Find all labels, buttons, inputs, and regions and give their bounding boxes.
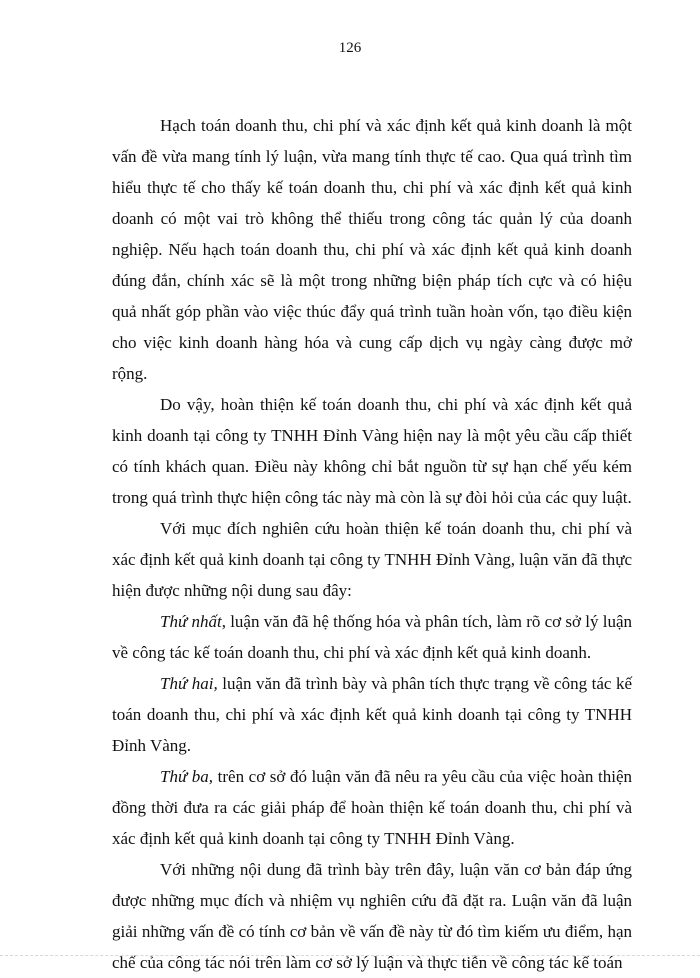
paragraph-necessity	[112, 389, 632, 513]
page-number: 126	[338, 40, 362, 56]
paragraph-first	[112, 606, 632, 668]
paragraph-second-text: luận văn đã trình bày và phân tích thực trạng về công tác kế toán doanh thu, chi phí và xác định kết quả kinh doanh tại công ty TNHH Đỉnh Vàng.	[112, 674, 632, 755]
paragraph-second-lead: Thứ hai,	[160, 674, 218, 693]
paragraph-conclusion	[112, 854, 632, 978]
paragraph-second	[112, 668, 632, 761]
paragraph-first-text: , luận văn đã hệ thống hóa và phân tích, làm rõ cơ sở lý luận về công tác kế toán doanh thu, chi phí và xác định kết quả kinh doanh.	[112, 612, 632, 662]
paragraph-intro	[112, 110, 632, 389]
body-text	[112, 110, 632, 978]
paragraph-purpose-text: Với mục đích nghiên cứu hoàn thiện kế toán doanh thu, chi phí và xác định kết quả kinh doanh tại công ty TNHH Đỉnh Vàng, luận văn đã thực hiện được những nội dung sau đây:	[112, 519, 632, 600]
page-bottom-divider	[0, 955, 700, 956]
paragraph-purpose	[112, 513, 632, 606]
paragraph-third-text: trên cơ sở đó luận văn đã nêu ra yêu cầu của việc hoàn thiện đồng thời đưa ra các giải pháp để hoàn thiện kế toán doanh thu, chi phí và xác định kết quả kinh doanh tại công ty TNHH Đỉnh Vàng.	[112, 767, 632, 848]
paragraph-third-lead: Thứ ba,	[160, 767, 214, 786]
paragraph-necessity-text: Do vậy, hoàn thiện kế toán doanh thu, chi phí và xác định kết quả kinh doanh tại công ty TNHH Đỉnh Vàng hiện nay là một yêu cầu cấp thiết có tính khách quan. Điều này không chỉ bắt nguồn từ sự hạn chế yếu kém trong quá trình thực hiện công tác này mà còn là sự đòi hỏi của các quy luật.	[112, 395, 632, 507]
paragraph-intro-text: Hạch toán doanh thu, chi phí và xác định kết quả kinh doanh là một vấn đề vừa mang tính lý luận, vừa mang tính thực tế cao. Qua quá trình tìm hiểu thực tế cho thấy kế toán doanh thu, chi phí và xác định kết quả kinh doanh có một vai trò không thể thiếu trong công tác quản lý của doanh nghiệp. Nếu hạch toán doanh thu, chi phí và xác định kết quả kinh doanh đúng đắn, chính xác sẽ là một trong những biện pháp tích cực và có hiệu quả nhất góp phần vào việc thúc đẩy quá trình tuần hoàn vốn, tạo điều kiện cho việc kinh doanh hàng hóa và cung cấp dịch vụ ngày càng được mở rộng.	[112, 116, 632, 383]
paragraph-first-lead: Thứ nhất	[160, 612, 222, 631]
paragraph-conclusion-text: Với những nội dung đã trình bày trên đây, luận văn cơ bản đáp ứng được những mục đích và nhiệm vụ nghiên cứu đã đặt ra. Luận văn đã luận giải những vấn đề có tính cơ bản về vấn đề này từ đó tìm kiếm ưu điểm, hạn chế của công tác nói trên làm cơ sở lý luận và thực tiễn về công tác kế toán	[112, 860, 632, 972]
paragraph-third	[112, 761, 632, 854]
